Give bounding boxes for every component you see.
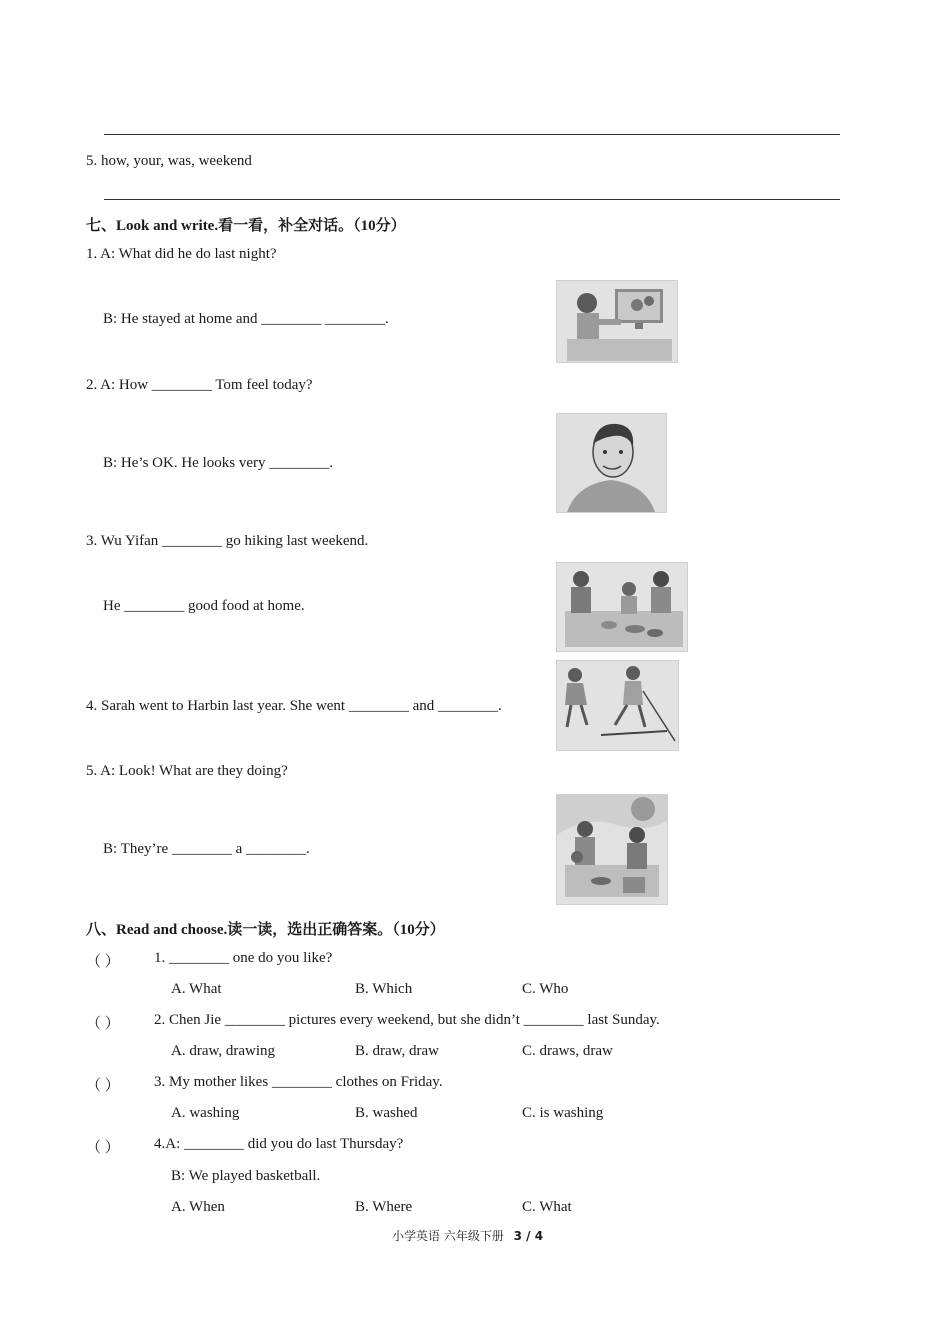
page-footer bbox=[392, 1227, 543, 1244]
answer-bracket[interactable]: （ ） bbox=[86, 1078, 120, 1094]
section-7-heading: 七、Look and write.看一看，补全对话。（10分） bbox=[86, 218, 406, 234]
s8-q1-option-b: B. Which bbox=[355, 981, 413, 997]
s7-q1-b: B: He stayed at home and ________ ________. bbox=[103, 311, 389, 327]
s8-q1-stem: 1. ________ one do you like? bbox=[154, 950, 333, 966]
s8-q4-option-c: C. What bbox=[522, 1199, 572, 1215]
s8-q2-stem: 2. Chen Jie ________ pictures every weekend, but she didn’t ________ last Sunday. bbox=[154, 1012, 660, 1028]
s8-q2-option-a: A. draw, drawing bbox=[171, 1043, 275, 1059]
s7-q3-a: 3. Wu Yifan ________ go hiking last weekend. bbox=[86, 533, 369, 549]
s7-q4: 4. Sarah went to Harbin last year. She went ________ and ________. bbox=[86, 698, 502, 714]
s7-q2-a: 2. A: How ________ Tom feel today? bbox=[86, 377, 313, 393]
s8-q4-sub: B: We played basketball. bbox=[171, 1168, 321, 1184]
s8-q1-option-c: C. Who bbox=[522, 981, 569, 997]
picnic-image bbox=[556, 794, 668, 905]
footer-label: 小学英语 六年级下册 bbox=[392, 1229, 504, 1243]
family-dinner-image bbox=[556, 562, 688, 652]
s8-q1-option-a: A. What bbox=[171, 981, 222, 997]
s8-q2-option-b: B. draw, draw bbox=[355, 1043, 440, 1059]
s8-q3-option-c: C. is washing bbox=[522, 1105, 604, 1121]
s7-q5-b: B: They’re ________ a ________. bbox=[103, 841, 310, 857]
s7-q1-a: 1. A: What did he do last night? bbox=[86, 246, 277, 262]
answer-bracket[interactable]: （ ） bbox=[86, 1016, 120, 1032]
s8-q3-option-b: B. washed bbox=[355, 1105, 418, 1121]
s8-q3-stem: 3. My mother likes ________ clothes on Friday. bbox=[154, 1074, 443, 1090]
s8-q3-option-a: A. washing bbox=[171, 1105, 240, 1121]
answer-bracket[interactable]: （ ） bbox=[86, 954, 120, 970]
answer-line-5 bbox=[104, 199, 840, 200]
boy-portrait-image bbox=[556, 413, 667, 513]
s7-q3-b: He ________ good food at home. bbox=[103, 598, 305, 614]
s6-item-5: 5. how, your, was, weekend bbox=[86, 153, 252, 169]
answer-bracket[interactable]: （ ） bbox=[86, 1140, 120, 1156]
s8-q4-option-b: B. Where bbox=[355, 1199, 413, 1215]
s8-q4-option-a: A. When bbox=[171, 1199, 225, 1215]
s8-q2-option-c: C. draws, draw bbox=[522, 1043, 613, 1059]
s8-q4-stem: 4.A: ________ did you do last Thursday? bbox=[154, 1136, 404, 1152]
s7-q5-a: 5. A: Look! What are they doing? bbox=[86, 763, 288, 779]
boy-watching-tv-image bbox=[556, 280, 678, 363]
skating-skiing-image bbox=[556, 660, 679, 751]
section-8-heading: 八、Read and choose.读一读，选出正确答案。（10分） bbox=[86, 922, 445, 938]
page-number: 3 / 4 bbox=[513, 1229, 544, 1243]
answer-line-4 bbox=[104, 134, 840, 135]
s7-q2-b: B: He’s OK. He looks very ________. bbox=[103, 455, 333, 471]
